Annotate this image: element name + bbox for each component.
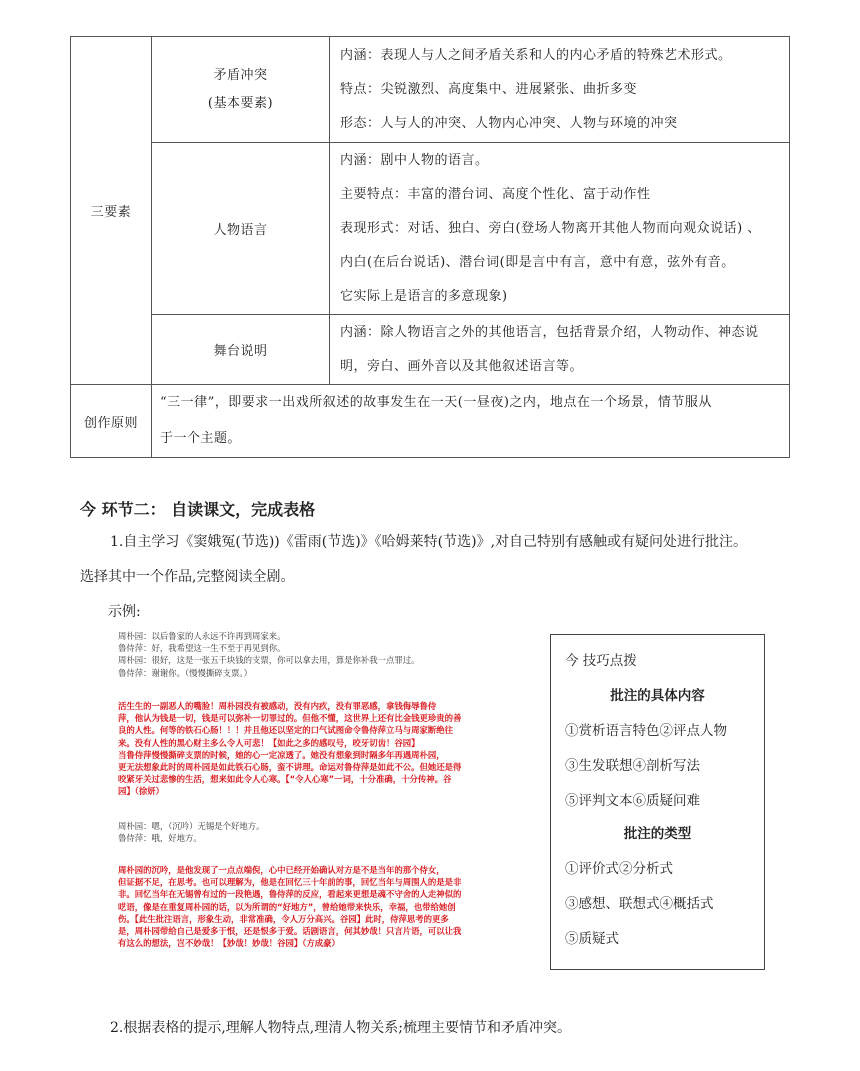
stage-line: 内涵：除人物语言之外的其他语言，包括背景介绍，人物动作、神态说 [340, 324, 759, 340]
annotation-block-2 [118, 864, 528, 949]
annotation-line: 但证据不足，在思考。也可以理解为，他是在回忆三十年前的事，回忆当年与周围人的是是非 [118, 877, 462, 888]
tips-item: ⑤评判文本⑥质疑问难 [565, 793, 700, 809]
example-label: 示例: [108, 604, 141, 620]
annotation-line: 活生生的一副恶人的嘴脸！周朴园没有被感动，没有内疚，没有罪恶感，拿钱侮辱鲁侍 [118, 701, 437, 711]
language-line: 表现形式：对话、独白、旁白(登场人物离开其他人物而向观众说话) 、 [340, 220, 761, 236]
paragraph-1-line-2: 选择其中一个作品,完整阅读全剧。 [80, 569, 295, 585]
dialogue-block-2 [118, 820, 528, 844]
annotation-line: 非。回忆当年在无锡曾有过的一段艳遇，鲁侍萍的反应，看起来更想是魂不守舍的人走神似的 [118, 889, 462, 900]
principle-line: “三一律”，即要求一出戏所叙述的故事发生在一天(一昼夜)之内，地点在一个场景，情节服从 [160, 395, 712, 410]
conflict-label-cell [152, 37, 330, 143]
stage-label: 舞台说明 [213, 344, 268, 359]
dialogue-line: 鲁侍萍：谢谢你。（慢慢撕碎支票。） [118, 667, 252, 678]
principle-label: 创作原则 [83, 415, 138, 431]
principle-label-cell [71, 385, 152, 458]
annotation-block-1 [118, 700, 528, 798]
tips-title: 今 技巧点拨 [565, 653, 637, 669]
annotation-line: 当鲁侍萍慢慢撕碎支票的时候，她的心一定凉透了。她没有想象到时隔多年再遇周朴园， [118, 749, 445, 760]
language-line: 它实际上是语言的多意现象) [340, 288, 508, 304]
tips-heading-types: 批注的类型 [623, 826, 692, 842]
language-label: 人物语言 [213, 223, 268, 238]
annotation-line: 咬紧牙关过悲惨的生活，想来如此令人心寒。【“令人心寒”一词，十分准确，十分传神。谷 [118, 774, 452, 785]
annotation-line: 良的人性。何等的铁石心肠！！！并且他还以坚定的口气试图命令鲁侍萍立马与周家断绝往 [118, 725, 453, 736]
conflict-content [330, 37, 790, 143]
language-line: 主要特点：丰富的潜台词、高度个性化、富于动作性 [340, 186, 651, 202]
tips-item: ⑤质疑式 [565, 931, 619, 947]
conflict-line: 特点：尖锐激烈、高度集中、进展紧张、曲折多变 [340, 81, 638, 97]
annotation-line: 萍，他认为钱是一切，钱是可以弥补一切罪过的。但他不懂，这世界上还有比金钱更珍贵的善 [118, 713, 462, 724]
tips-item: ①评价式②分析式 [565, 861, 673, 877]
drama-elements-table [70, 36, 790, 458]
annotation-line: 伤。【此生批注语言，形象生动，非常准确，令人万分高兴。谷园】此时，侍萍思考的更多 [118, 913, 449, 924]
dialogue-line: 周朴园：以后鲁家的人永远不许再到周家来。 [118, 631, 286, 641]
example-image [108, 626, 528, 996]
language-label-cell [152, 143, 330, 315]
group-label-cell [71, 37, 152, 385]
paragraph-1-line-1: 1.自主学习《窦娥冤(节选))《雷雨(节选)》《哈姆莱特(节选)》,对自己特别有感触或有疑问处进行批注。 [110, 534, 748, 550]
tips-box [550, 634, 765, 970]
principle-line: 于一个主题。 [160, 431, 242, 446]
annotation-line: 是，周朴园带给自己是爱多于恨，还是恨多于爱。话剧语言，何其妙哉！只言片语，可以让我 [118, 926, 462, 937]
dialogue-line: 周朴园：很好，这是一张五千块钱的支票，你可以拿去用，算是你补我一点罪过。 [118, 655, 420, 666]
tips-item: ③生发联想④剖析写法 [565, 758, 700, 774]
tips-item: ③感想、联想式④概括式 [565, 896, 714, 912]
annotation-line: 有这么的想法，岂不妙哉！【妙哉！妙哉！谷园】（方成豪） [118, 938, 340, 949]
annotation-line: 周朴园的沉吟，是他发现了一点点端倪，心中已经开始确认对方是不是当年的那个侍女， [118, 865, 445, 875]
conflict-line: 形态：人与人的冲突、人物内心冲突、人物与环境的冲突 [340, 115, 678, 131]
language-line: 内涵：剧中人物的语言。 [340, 152, 489, 168]
stage-label-cell [152, 315, 330, 385]
annotation-line: 呓语，像是在重复周朴园的话，以为所谓的“好地方”，曾给她带来快乐，幸福，也带给她创 [118, 901, 456, 912]
section-title: 今 环节二： 自读课文，完成表格 [80, 500, 316, 519]
annotation-line: 园】（徐妍） [118, 786, 165, 797]
stage-content [330, 315, 790, 385]
dialogue-line: 鲁侍萍：好，我希望这一生不至于再见到你。 [118, 643, 286, 654]
tips-item: ①赏析语言特色②评点人物 [565, 723, 727, 739]
language-line: 内白(在后台说话)、潜台词(即是言中有言，意中有意，弦外有音。 [340, 254, 735, 270]
principle-content [152, 385, 790, 458]
tips-heading-content: 批注的具体内容 [610, 688, 705, 704]
conflict-line: 内涵：表现人与人之间矛盾关系和人的内心矛盾的特殊艺术形式。 [340, 47, 732, 63]
group-label: 三要素 [90, 205, 132, 220]
conflict-label: 矛盾冲突 [213, 67, 268, 83]
stage-line: 明，旁白、画外音以及其他叙述语言等。 [340, 358, 584, 374]
language-content [330, 143, 790, 315]
annotation-line: 来。没有人性的黑心财主多么令人可悲！【如此之多的感叹号，咬牙切齿！谷园】 [118, 737, 420, 748]
annotation-line: 更无法想象此时的周朴园是如此铁石心肠，蛮不讲理。命运对鲁侍萍是如此不公。但她还是得 [118, 762, 462, 773]
dialogue-block-1 [118, 630, 528, 679]
dialogue-line: 鲁侍萍：哦，好地方。 [118, 833, 202, 844]
paragraph-2: 2.根据表格的提示,理解人物特点,理清人物关系;梳理主要情节和矛盾冲突。 [110, 1020, 571, 1036]
conflict-sublabel: (基本要素) [207, 95, 274, 111]
dialogue-line: 周朴园：嗯，（沉吟）无锡是个好地方。 [118, 821, 265, 831]
